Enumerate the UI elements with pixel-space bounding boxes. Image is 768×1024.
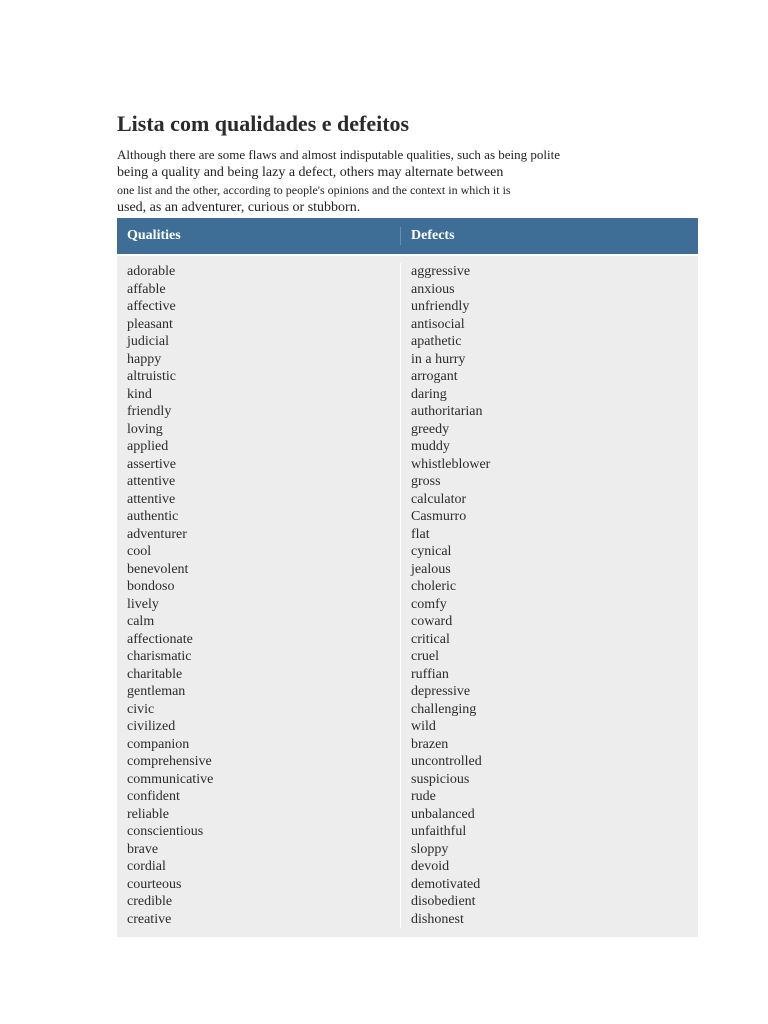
- quality-cell: courteous: [127, 876, 182, 892]
- quality-cell: gentleman: [127, 684, 186, 699]
- table-body: [117, 256, 698, 937]
- quality-cell: conscientious: [127, 824, 204, 839]
- defect-cell: cynical: [411, 544, 452, 559]
- quality-cell: happy: [127, 351, 162, 367]
- defect-cell: cruel: [411, 649, 439, 664]
- defect-cell: suspicious: [411, 771, 470, 787]
- defect-cell: unfaithful: [411, 824, 467, 839]
- quality-cell: kind: [127, 386, 152, 402]
- defects-column: [400, 263, 698, 928]
- defect-cell: challenging: [411, 701, 477, 717]
- quality-cell: judicial: [127, 334, 169, 349]
- defect-cell: dishonest: [411, 911, 464, 927]
- quality-cell: brave: [127, 841, 159, 857]
- defect-cell: unbalanced: [411, 806, 475, 822]
- quality-cell: loving: [127, 421, 163, 437]
- page-title: Lista com qualidades e defeitos: [117, 111, 410, 136]
- qualities-defects-table: [117, 218, 698, 937]
- defect-cell: whistleblower: [411, 456, 491, 472]
- quality-cell: cool: [127, 544, 152, 559]
- defect-cell: critical: [411, 631, 450, 647]
- defect-cell: anxious: [411, 281, 455, 297]
- intro-line-3: one list and the other, according to people's opinions and the context in which it is: [117, 183, 511, 197]
- defect-cell: calculator: [411, 491, 467, 507]
- defect-cell: apathetic: [411, 334, 462, 349]
- defect-cell: greedy: [411, 421, 450, 437]
- defect-cell: uncontrolled: [411, 754, 482, 769]
- defect-cell: depressive: [411, 684, 471, 699]
- quality-cell: comprehensive: [127, 754, 212, 769]
- quality-cell: bondoso: [127, 579, 175, 594]
- quality-cell: confident: [127, 789, 180, 804]
- quality-cell: charitable: [127, 666, 183, 682]
- quality-cell: civilized: [127, 719, 176, 734]
- defect-cell: aggressive: [411, 264, 471, 279]
- quality-cell: applied: [127, 439, 169, 454]
- quality-cell: civic: [127, 701, 155, 717]
- defect-cell: authoritarian: [411, 404, 483, 419]
- defect-cell: muddy: [411, 439, 450, 454]
- defect-cell: sloppy: [411, 841, 449, 857]
- quality-cell: communicative: [127, 771, 214, 787]
- quality-cell: lively: [127, 596, 159, 612]
- defect-cell: in a hurry: [411, 351, 466, 367]
- quality-cell: adorable: [127, 264, 176, 279]
- defect-cell: demotivated: [411, 876, 481, 892]
- defect-cell: brazen: [411, 736, 449, 752]
- defect-cell: rude: [411, 789, 436, 804]
- intro-paragraph: [117, 146, 698, 218]
- defect-cell: comfy: [411, 596, 447, 612]
- defect-cell: Casmurro: [411, 509, 467, 524]
- intro-line-4: used, as an adventurer, curious or stubborn.: [117, 200, 361, 215]
- quality-cell: pleasant: [127, 316, 173, 332]
- quality-cell: charismatic: [127, 649, 192, 664]
- quality-cell: companion: [127, 736, 190, 752]
- quality-cell: attentive: [127, 491, 176, 507]
- quality-cell: reliable: [127, 806, 169, 822]
- defect-cell: disobedient: [411, 894, 476, 909]
- quality-cell: adventurer: [127, 526, 187, 542]
- defect-cell: wild: [411, 719, 436, 734]
- header-qualities: Qualities: [127, 228, 181, 243]
- quality-cell: affective: [127, 299, 176, 314]
- defect-cell: daring: [411, 386, 447, 402]
- quality-cell: affable: [127, 281, 166, 297]
- defect-cell: choleric: [411, 579, 457, 594]
- quality-cell: assertive: [127, 456, 176, 472]
- quality-cell: credible: [127, 894, 173, 909]
- intro-line-1: Although there are some flaws and almost indisputable qualities, such as being polite: [117, 147, 560, 162]
- quality-cell: friendly: [127, 404, 172, 419]
- defect-cell: devoid: [411, 859, 450, 874]
- qualities-column: [117, 263, 400, 928]
- defect-cell: ruffian: [411, 666, 449, 682]
- quality-cell: altruistic: [127, 369, 176, 384]
- defect-cell: arrogant: [411, 369, 458, 384]
- quality-cell: creative: [127, 911, 172, 927]
- defect-cell: unfriendly: [411, 299, 470, 314]
- quality-cell: attentive: [127, 474, 176, 489]
- quality-cell: cordial: [127, 859, 166, 874]
- document-page: [117, 110, 698, 937]
- defect-cell: coward: [411, 614, 453, 629]
- header-defects: Defects: [400, 227, 698, 245]
- intro-line-2: being a quality and being lazy a defect, others may alternate between: [117, 165, 504, 180]
- defect-cell: flat: [411, 526, 430, 542]
- quality-cell: calm: [127, 614, 155, 629]
- defect-cell: gross: [411, 474, 441, 489]
- quality-cell: authentic: [127, 509, 179, 524]
- defect-cell: antisocial: [411, 316, 465, 332]
- table-header-row: [117, 218, 698, 254]
- quality-cell: benevolent: [127, 561, 189, 577]
- quality-cell: affectionate: [127, 631, 193, 647]
- defect-cell: jealous: [411, 561, 451, 577]
